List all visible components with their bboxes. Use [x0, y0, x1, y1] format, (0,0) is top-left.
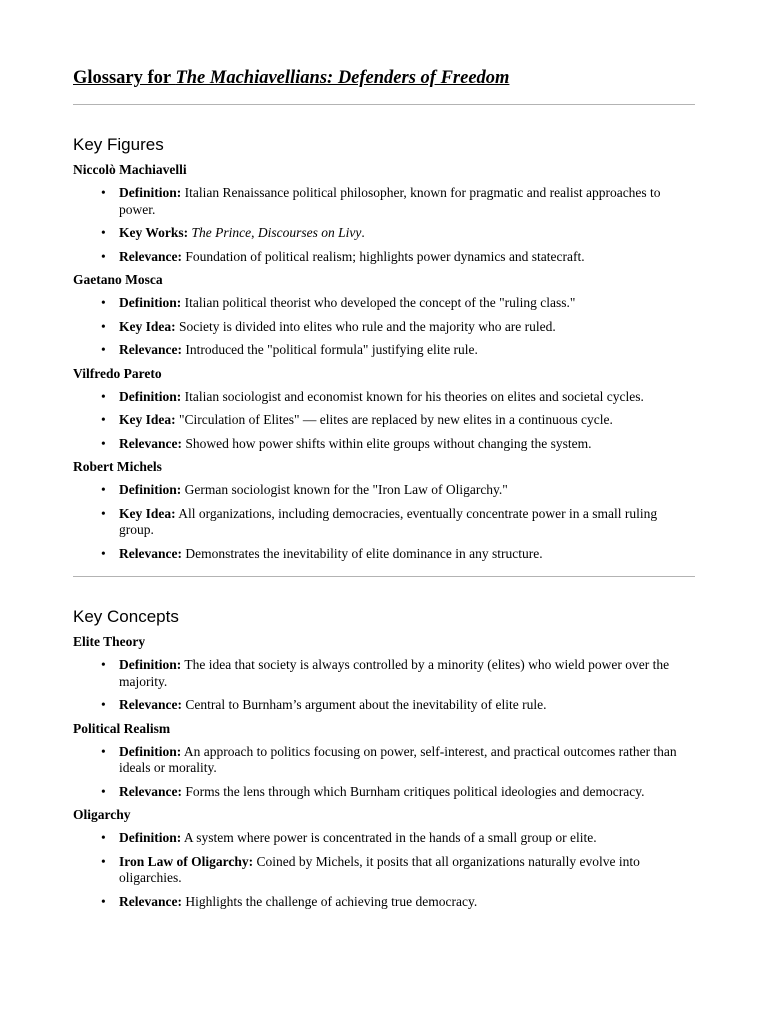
bullet-icon: •	[101, 743, 106, 759]
item-label: Definition:	[119, 743, 182, 759]
item-label: Definition:	[119, 295, 182, 310]
item-text: "Circulation of Elites" — elites are replaced by new elites in a continuous cycle.	[175, 412, 613, 427]
term-list-machiavelli	[73, 185, 695, 265]
item-label: Key Idea:	[119, 318, 176, 334]
list-item	[73, 697, 695, 714]
list-item	[73, 546, 695, 563]
item-text: Highlights the challenge of achieving true democracy.	[181, 893, 478, 909]
item-text: Italian political theorist who developed the concept of the "ruling class."	[181, 295, 576, 310]
term-heading-elite-theory: Elite Theory	[73, 634, 146, 649]
item-text: Italian sociologist and economist known for his theories on elites and societal cycles.	[181, 388, 644, 404]
term-list-oligarchy	[73, 830, 695, 910]
item-text: Society is divided into elites who rule and the majority who are ruled.	[175, 318, 556, 334]
item-label: Relevance:	[119, 697, 182, 712]
bullet-icon: •	[101, 783, 106, 799]
section-heading-key-concepts: Key Concepts	[73, 607, 179, 626]
item-text: Coined by Michels, it posits that all organizations naturally evolve into oligarchies.	[119, 853, 640, 885]
item-label: Key Idea:	[119, 505, 176, 521]
document-title	[73, 66, 695, 90]
item-label: Relevance:	[119, 342, 182, 357]
list-item	[73, 225, 695, 242]
list-item	[73, 657, 695, 690]
bullet-icon: •	[101, 248, 106, 264]
list-item	[73, 249, 695, 266]
term-list-elite-theory	[73, 657, 695, 714]
list-item	[73, 506, 695, 539]
bullet-icon: •	[101, 697, 106, 712]
list-item	[73, 319, 695, 336]
bullet-icon: •	[101, 225, 106, 240]
document-page	[73, 66, 695, 910]
item-label: Definition:	[119, 388, 182, 404]
item-text: The idea that society is always controlled by a minority (elites) who wield power over the majority.	[119, 657, 670, 689]
list-item	[73, 854, 695, 887]
work-title: Discourses on Livy	[257, 225, 362, 240]
item-label: Relevance:	[119, 435, 182, 451]
bullet-icon: •	[101, 342, 106, 357]
item-label: Key Works:	[119, 225, 189, 240]
item-text: Forms the lens through which Burnham critiques political ideologies and democracy.	[181, 783, 645, 799]
bullet-icon: •	[101, 388, 106, 404]
item-text: Italian Renaissance political philosopher, known for pragmatic and realist approaches to power.	[119, 185, 661, 217]
bullet-icon: •	[101, 893, 106, 909]
bullet-icon: •	[101, 505, 106, 521]
item-label: Definition:	[119, 185, 182, 200]
list-item	[73, 295, 695, 312]
item-label: Definition:	[119, 657, 182, 672]
item-text: Demonstrates the inevitability of elite dominance in any structure.	[181, 545, 543, 561]
item-label: Relevance:	[119, 783, 182, 799]
term-list-mosca	[73, 295, 695, 359]
item-text: Central to Burnham’s argument about the inevitability of elite rule.	[181, 697, 547, 712]
item-label: Definition:	[119, 482, 182, 497]
term-list-michels	[73, 482, 695, 562]
item-text: ,	[251, 225, 258, 240]
item-text: Showed how power shifts within elite groups without changing the system.	[181, 435, 592, 451]
list-item	[73, 894, 695, 911]
list-item	[73, 784, 695, 801]
list-item	[73, 389, 695, 406]
term-heading-michels: Robert Michels	[73, 459, 162, 474]
title-prefix: Glossary for	[73, 68, 176, 88]
list-item	[73, 185, 695, 218]
bullet-icon: •	[101, 185, 106, 200]
item-text: German sociologist known for the "Iron Law of Oligarchy."	[181, 482, 508, 497]
work-title: The Prince	[191, 225, 252, 240]
item-text: Foundation of political realism; highlights power dynamics and statecraft.	[181, 248, 585, 264]
item-text: .	[361, 225, 365, 240]
item-label: Key Idea:	[119, 412, 176, 427]
term-heading-machiavelli: Niccolò Machiavelli	[73, 162, 187, 177]
bullet-icon: •	[101, 657, 106, 672]
term-heading-mosca: Gaetano Mosca	[73, 272, 163, 287]
bullet-icon: •	[101, 412, 106, 427]
term-list-pareto	[73, 389, 695, 453]
list-item	[73, 482, 695, 499]
bullet-icon: •	[101, 318, 106, 334]
item-text: Introduced the "political formula" justifying elite rule.	[181, 342, 478, 357]
item-label: Relevance:	[119, 893, 182, 909]
item-text: An approach to politics focusing on power, self-interest, and practical outcomes rather than ideals or morality.	[119, 743, 677, 775]
list-item	[73, 744, 695, 777]
bullet-icon: •	[101, 435, 106, 451]
term-heading-political-realism: Political Realism	[73, 720, 171, 736]
list-item	[73, 830, 695, 847]
item-text: A system where power is concentrated in the hands of a small group or elite.	[181, 830, 597, 845]
divider-middle	[73, 576, 695, 577]
section-heading-key-figures: Key Figures	[73, 135, 164, 154]
item-label: Relevance:	[119, 248, 182, 264]
item-label: Iron Law of Oligarchy:	[119, 853, 254, 869]
bullet-icon: •	[101, 545, 106, 561]
list-item	[73, 412, 695, 429]
bullet-icon: •	[101, 295, 106, 310]
list-item	[73, 436, 695, 453]
item-label: Relevance:	[119, 545, 182, 561]
title-book: The Machiavellians: Defenders of Freedom	[175, 68, 510, 88]
bullet-icon: •	[101, 830, 106, 845]
bullet-icon: •	[101, 853, 106, 869]
term-heading-oligarchy: Oligarchy	[73, 807, 131, 822]
divider-top	[73, 104, 695, 105]
item-label: Definition:	[119, 830, 182, 845]
item-text: All organizations, including democracies, eventually concentrate power in a small ruling group.	[119, 505, 658, 537]
bullet-icon: •	[101, 482, 106, 497]
list-item	[73, 342, 695, 359]
term-heading-pareto: Vilfredo Pareto	[73, 365, 162, 381]
term-list-political-realism	[73, 744, 695, 801]
